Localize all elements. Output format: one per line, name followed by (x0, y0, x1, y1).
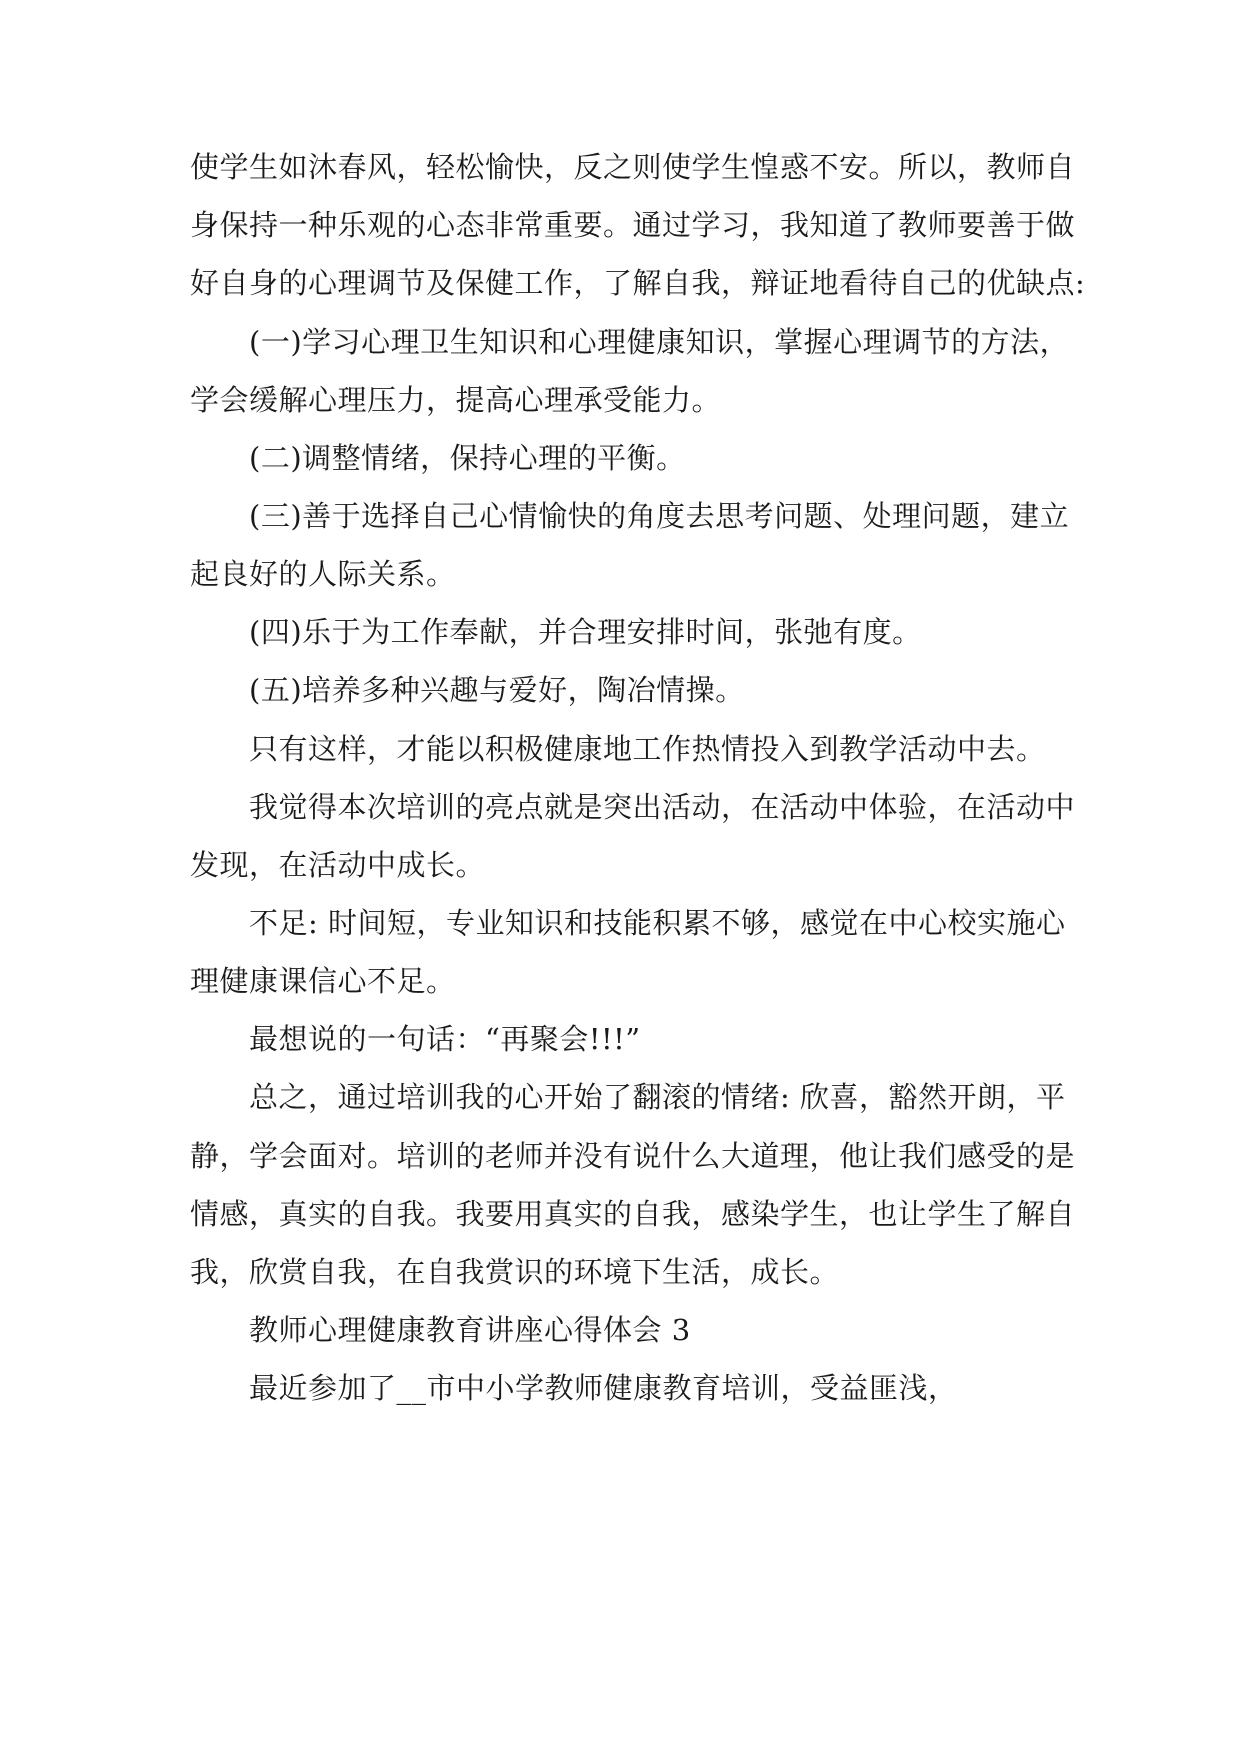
paragraph-start: 只有这样，才能以积极健康地工作热情投入到教学活动中去。 (249, 732, 1046, 766)
text-line: 起良好的人际关系。 (190, 557, 456, 591)
paragraph-start: 最近参加了__市中小学教师健康教育培训，受益匪浅， (249, 1371, 958, 1405)
section-heading: 教师心理健康教育讲座心得体会 3 (249, 1313, 691, 1347)
text-line: 使学生如沐春风，轻松愉快，反之则使学生惶惑不安。所以，教师自 (190, 150, 1076, 184)
text-line: 我，欣赏自我，在自我赏识的环境下生活，成长。 (190, 1255, 840, 1289)
paragraph-start: 我觉得本次培训的亮点就是突出活动，在活动中体验，在活动中 (249, 790, 1076, 824)
paragraph-start: 总之，通过培训我的心开始了翻滚的情绪: 欣喜，豁然开朗，平 (249, 1080, 1066, 1114)
text-line: 情感，真实的自我。我要用真实的自我，感染学生，也让学生了解自 (190, 1197, 1076, 1231)
list-item-2: (二)调整情绪，保持心理的平衡。 (249, 441, 686, 475)
text-line: 静，学会面对。培训的老师并没有说什么大道理，他让我们感受的是 (190, 1139, 1076, 1173)
list-item-1: (一)学习心理卫生知识和心理健康知识，掌握心理调节的方法， (249, 325, 1070, 359)
text-line: 身保持一种乐观的心态非常重要。通过学习，我知道了教师要善于做 (190, 208, 1076, 242)
list-item-4: (四)乐于为工作奉献，并合理安排时间，张弛有度。 (249, 615, 922, 649)
text-line: 学会缓解心理压力，提高心理承受能力。 (190, 383, 722, 417)
text-line: 理健康课信心不足。 (190, 964, 456, 998)
text-line: 好自身的心理调节及保健工作，了解自我，辩证地看待自己的优缺点: (190, 266, 1086, 300)
paragraph-start: 最想说的一句话：“再聚会!!!” (249, 1022, 641, 1056)
paragraph-start: 不足: 时间短，专业知识和技能积累不够，感觉在中心校实施心 (249, 906, 1066, 940)
text-line: 发现，在活动中成长。 (190, 848, 486, 882)
list-item-5: (五)培养多种兴趣与爱好，陶冶情操。 (249, 673, 745, 707)
list-item-3: (三)善于选择自己心情愉快的角度去思考问题、处理问题，建立 (249, 499, 1070, 533)
